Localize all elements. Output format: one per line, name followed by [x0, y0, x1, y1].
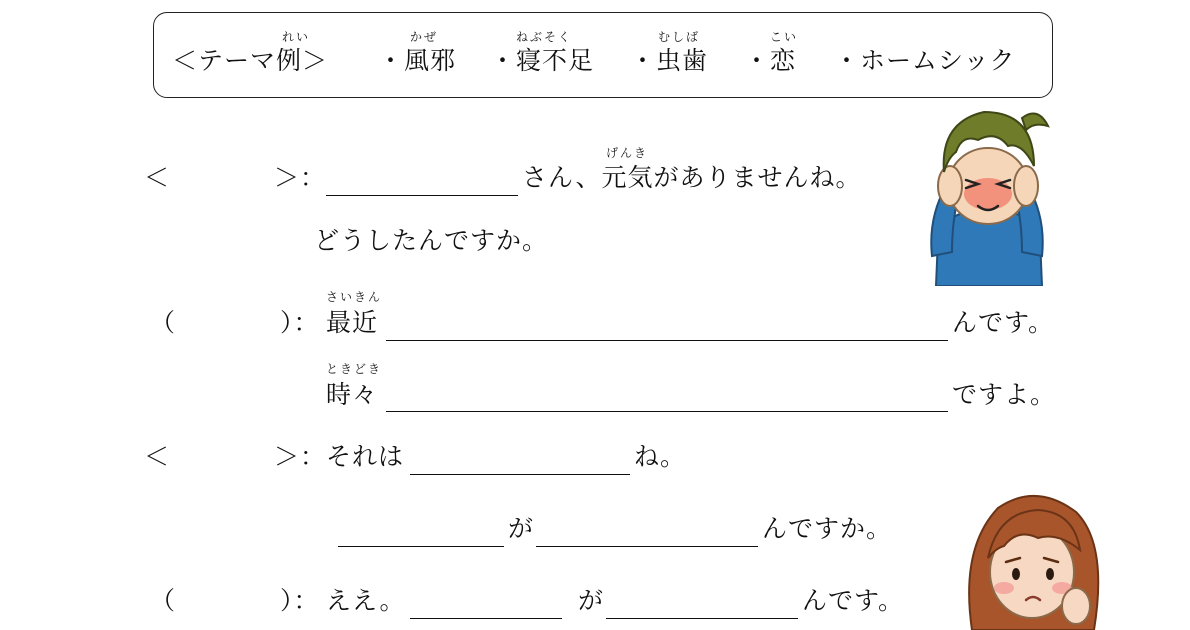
theme-item-ruby: ねぶそく [516, 30, 573, 44]
boy-holding-head-icon [922, 106, 1052, 286]
line1-text: さん、元気がありませんね。 [522, 163, 862, 192]
name-blank[interactable] [326, 195, 518, 196]
genki-ruby: げんき [606, 146, 649, 160]
line4-suffix: ですよ。 [952, 380, 1057, 409]
answer-predicate-blank[interactable] [606, 618, 798, 619]
saikin-ruby: さいきん [326, 290, 383, 304]
theme-item-love: ・恋 [744, 46, 797, 75]
line3-prefix: 最近 [326, 308, 379, 337]
line2-text: どうしたんですか。 [314, 226, 549, 255]
theme-item-ruby: こい [770, 30, 799, 44]
girl-worried-icon [958, 488, 1108, 630]
line5-suffix: ね。 [634, 442, 687, 471]
theme-label: ＜テーマ例＞ [172, 46, 329, 75]
line6-ga: が [508, 514, 535, 543]
theme-label-ruby: れい [282, 30, 311, 44]
speaker-a-marker: ＜ ＞： [144, 163, 327, 192]
symptom-blank[interactable] [386, 340, 948, 341]
line7-suffix: んです。 [802, 586, 905, 615]
reaction-blank[interactable] [410, 474, 630, 475]
speaker-b-marker: （ ）： [150, 586, 320, 615]
line4-prefix: 時々 [326, 380, 379, 409]
speaker-a-marker: ＜ ＞： [144, 442, 327, 471]
subject-blank[interactable] [338, 546, 504, 547]
predicate-blank[interactable] [536, 546, 758, 547]
theme-item-cold: ・風邪 [378, 46, 457, 75]
line3-suffix: んです。 [952, 308, 1055, 337]
tokidoki-ruby: ときどき [326, 362, 383, 376]
theme-item-ruby: むしば [658, 30, 701, 44]
line6-suffix: んですか。 [762, 514, 893, 543]
answer-subject-blank[interactable] [410, 618, 562, 619]
frequency-blank[interactable] [386, 411, 948, 412]
theme-item-cavity: ・虫歯 [630, 46, 709, 75]
theme-item-lack-of-sleep: ・寝不足 [490, 46, 595, 75]
theme-item-homesick: ・ホームシック [834, 46, 1016, 75]
speaker-b-marker: （ ）： [150, 308, 320, 337]
line7-ga: が [578, 586, 605, 615]
line7-prefix: ええ。 [326, 586, 406, 615]
line5-prefix: それは [326, 442, 405, 471]
theme-item-ruby: かぜ [410, 30, 439, 44]
